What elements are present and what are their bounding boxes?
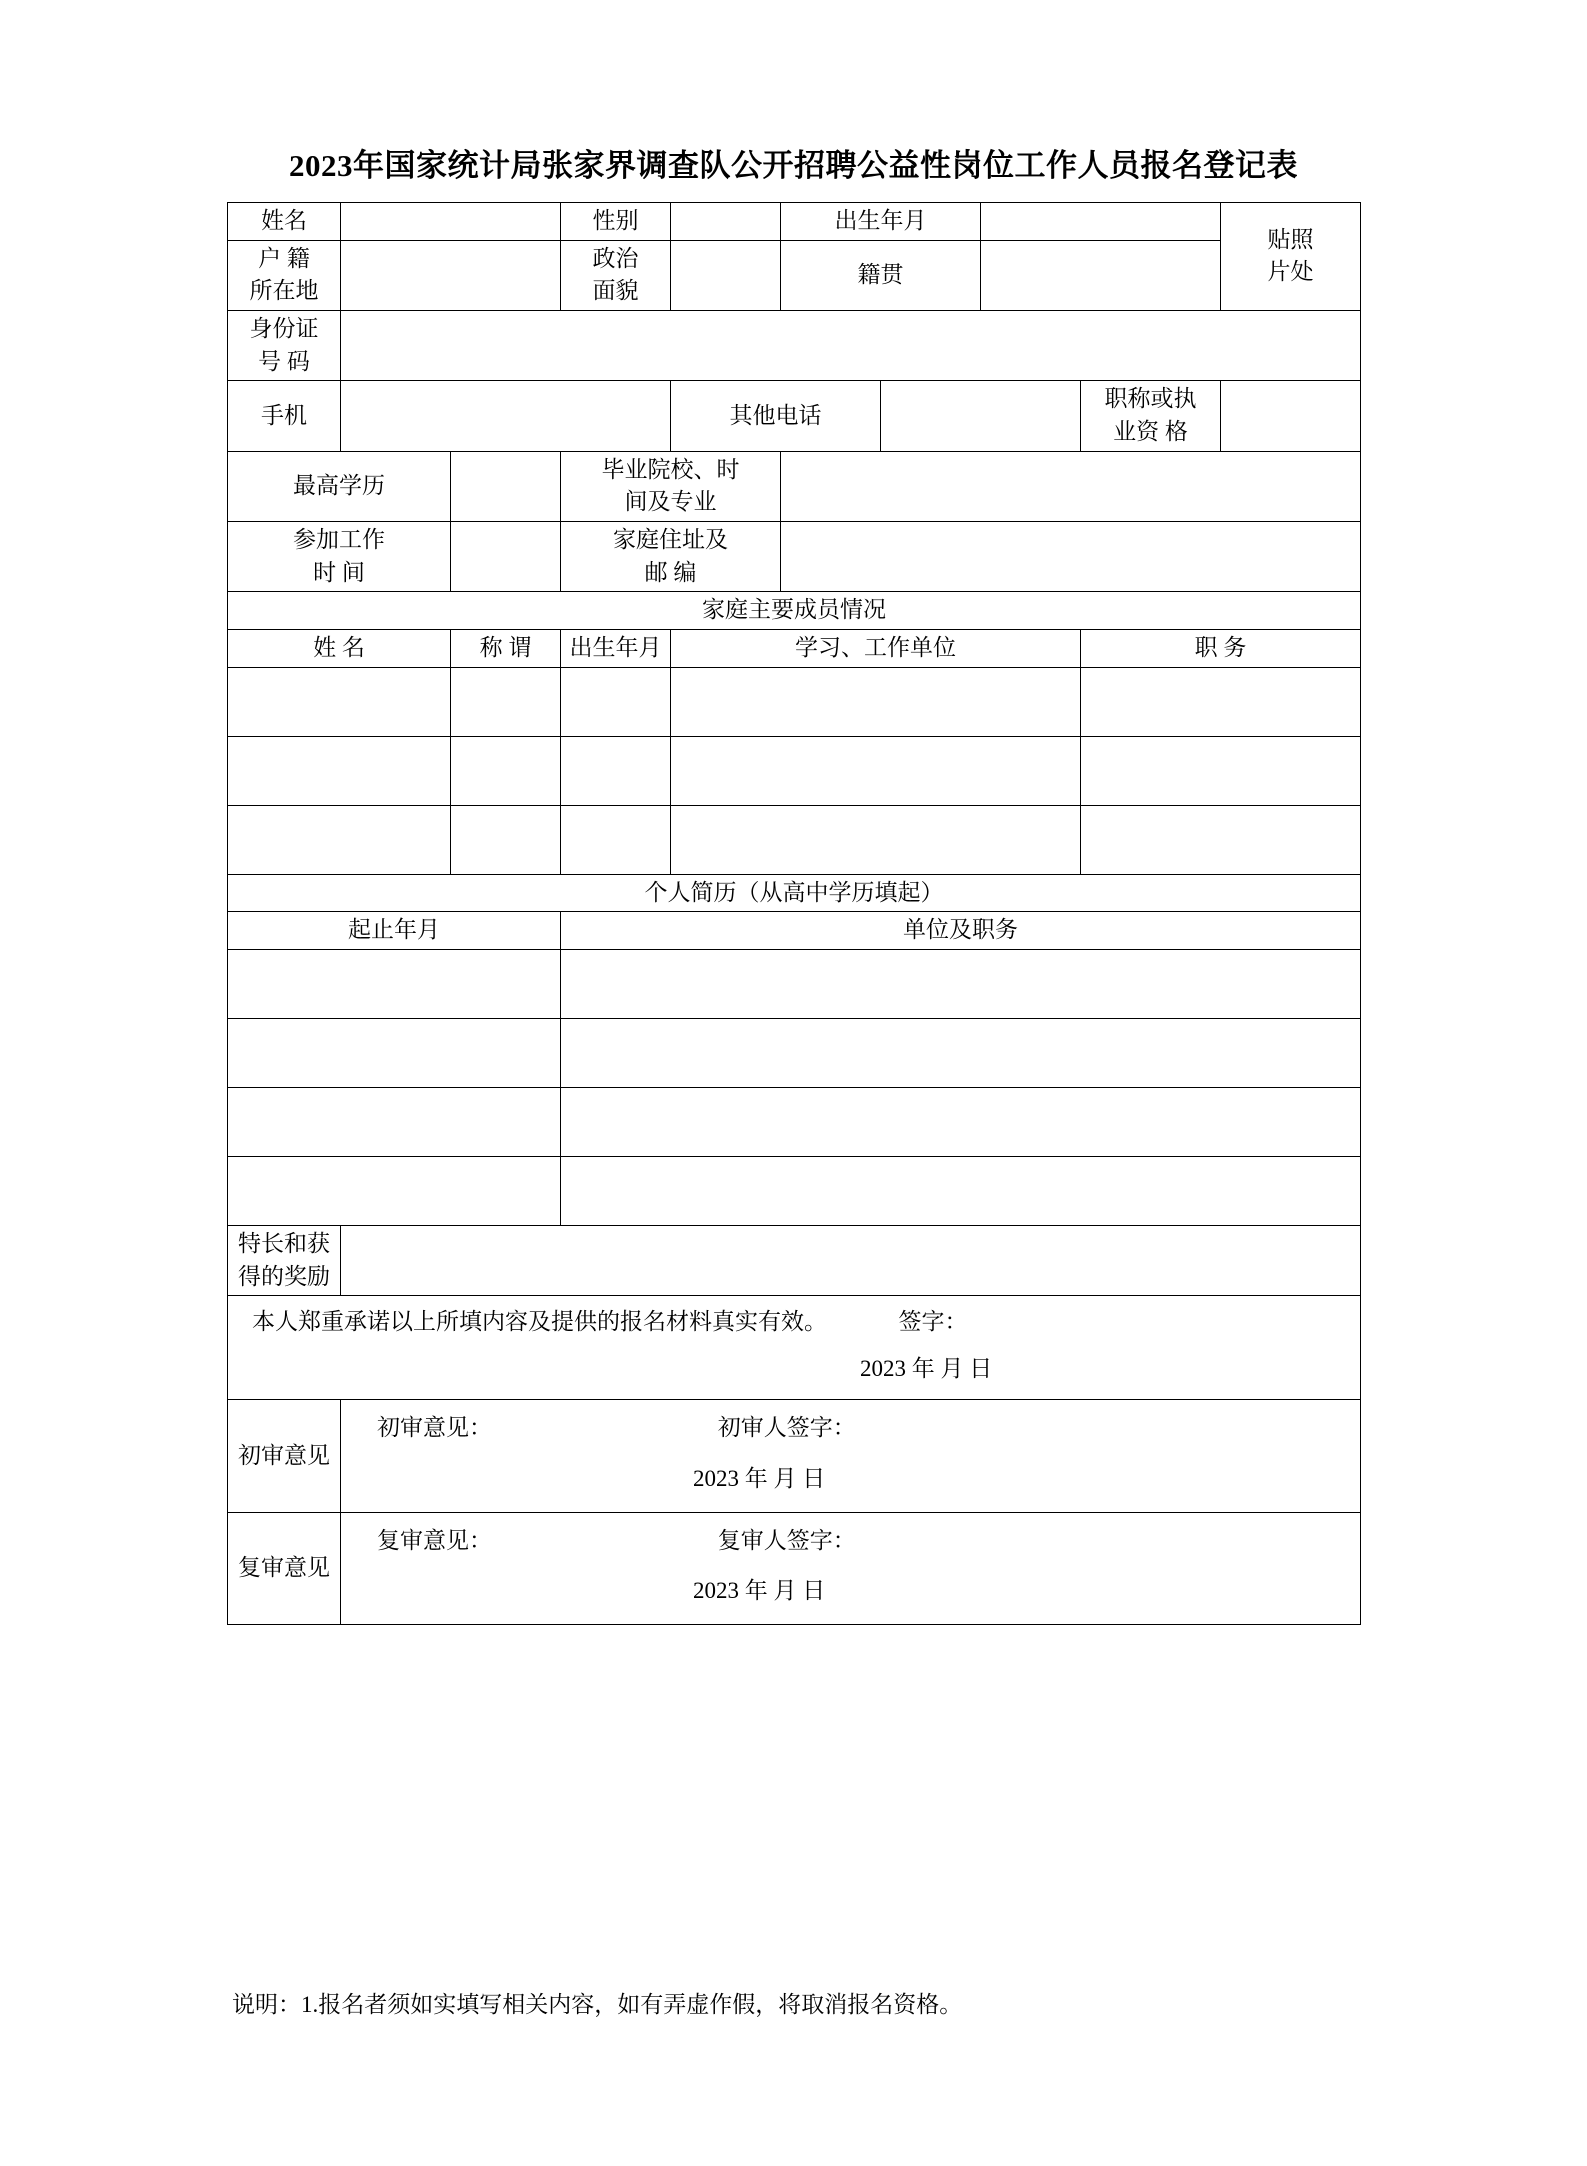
first-review-line1 xyxy=(353,1412,1348,1445)
field-name[interactable] xyxy=(341,203,561,241)
resume-cell-unit-position[interactable] xyxy=(561,1087,1361,1156)
table-row-household xyxy=(228,240,1361,310)
family-header-relation: 称 谓 xyxy=(451,629,561,667)
table-row-awards xyxy=(228,1225,1361,1295)
family-header-birth: 出生年月 xyxy=(561,629,671,667)
table-row xyxy=(228,1087,1361,1156)
table-row-work-address xyxy=(228,521,1361,591)
resume-cell-period[interactable] xyxy=(228,1087,561,1156)
field-highest-education[interactable] xyxy=(451,451,561,521)
table-row-family-headers xyxy=(228,629,1361,667)
label-graduation xyxy=(561,451,781,521)
label-other-phone: 其他电话 xyxy=(671,381,881,451)
family-header-workplace: 学习、工作单位 xyxy=(671,629,1081,667)
label-awards xyxy=(228,1225,341,1295)
table-row-contact xyxy=(228,381,1361,451)
first-review-date: 2023 年 月 日 xyxy=(693,1466,826,1492)
family-cell-relation[interactable] xyxy=(451,667,561,736)
label-household-line2: 所在地 xyxy=(249,278,319,304)
family-cell-relation[interactable] xyxy=(451,736,561,805)
label-home-address xyxy=(561,521,781,591)
field-native-place[interactable] xyxy=(981,240,1221,310)
resume-section-title: 个人简历（从高中学历填起） xyxy=(228,874,1361,912)
family-header-position: 职 务 xyxy=(1081,629,1361,667)
second-review-line1 xyxy=(353,1525,1348,1558)
family-cell-name[interactable] xyxy=(228,805,451,874)
commitment-text-wrap xyxy=(240,1306,1348,1339)
photo-label-line2: 片处 xyxy=(1267,259,1314,285)
family-header-name: 姓 名 xyxy=(228,629,451,667)
field-gender[interactable] xyxy=(671,203,781,241)
family-section-title: 家庭主要成员情况 xyxy=(228,592,1361,630)
label-id-number xyxy=(228,310,341,380)
label-household-line1: 户 籍 xyxy=(258,245,310,271)
table-row-commitment xyxy=(228,1296,1361,1400)
family-cell-birth[interactable] xyxy=(561,805,671,874)
second-review-cell xyxy=(341,1512,1361,1624)
first-review-signature-label: 初审人签字： xyxy=(717,1415,856,1441)
field-birth[interactable] xyxy=(981,203,1221,241)
table-row-id-number xyxy=(228,310,1361,380)
label-graduation-line2: 间及专业 xyxy=(624,489,717,515)
label-first-review: 初审意见 xyxy=(228,1400,341,1512)
table-row-first-review xyxy=(228,1400,1361,1512)
label-political xyxy=(561,240,671,310)
family-cell-position[interactable] xyxy=(1081,736,1361,805)
label-political-line1: 政治 xyxy=(592,245,639,271)
label-gender: 性别 xyxy=(561,203,671,241)
field-home-address[interactable] xyxy=(781,521,1361,591)
label-title-qual-line1: 职称或执 xyxy=(1104,386,1197,412)
label-title-qual-line2: 业资 格 xyxy=(1113,418,1188,444)
family-cell-position[interactable] xyxy=(1081,667,1361,736)
field-household[interactable] xyxy=(341,240,561,310)
table-row-resume-headers xyxy=(228,912,1361,950)
second-review-date: 2023 年 月 日 xyxy=(693,1578,826,1604)
family-cell-workplace[interactable] xyxy=(671,667,1081,736)
first-review-opinion-label: 初审意见： xyxy=(377,1415,492,1441)
label-home-address-line2: 邮 编 xyxy=(644,559,697,585)
field-work-start[interactable] xyxy=(451,521,561,591)
label-household xyxy=(228,240,341,310)
table-row-resume-section xyxy=(228,874,1361,912)
family-cell-birth[interactable] xyxy=(561,667,671,736)
table-row xyxy=(228,949,1361,1018)
resume-cell-period[interactable] xyxy=(228,1156,561,1225)
field-mobile[interactable] xyxy=(341,381,671,451)
commitment-cell xyxy=(228,1296,1361,1400)
label-second-review: 复审意见 xyxy=(228,1512,341,1624)
family-cell-relation[interactable] xyxy=(451,805,561,874)
label-id-number-line1: 身份证 xyxy=(249,315,319,341)
table-row-education xyxy=(228,451,1361,521)
family-cell-workplace[interactable] xyxy=(671,805,1081,874)
field-title-qualification[interactable] xyxy=(1221,381,1361,451)
table-row-family-section xyxy=(228,592,1361,630)
resume-cell-unit-position[interactable] xyxy=(561,1018,1361,1087)
table-row xyxy=(228,1018,1361,1087)
resume-cell-unit-position[interactable] xyxy=(561,1156,1361,1225)
label-id-number-line2: 号 码 xyxy=(258,348,310,374)
label-work-start-line2: 时 间 xyxy=(313,559,365,585)
resume-cell-period[interactable] xyxy=(228,949,561,1018)
label-mobile: 手机 xyxy=(228,381,341,451)
form-note: 说明：1.报名者须如实填写相关内容，如有弄虚作假，将取消报名资格。 xyxy=(232,1992,963,2017)
table-row-name xyxy=(228,203,1361,241)
family-cell-position[interactable] xyxy=(1081,805,1361,874)
resume-header-unit-position: 单位及职务 xyxy=(561,912,1361,950)
family-cell-name[interactable] xyxy=(228,736,451,805)
resume-header-period: 起止年月 xyxy=(228,912,561,950)
resume-cell-unit-position[interactable] xyxy=(561,949,1361,1018)
second-review-opinion-label: 复审意见： xyxy=(377,1527,492,1553)
label-awards-line2: 得的奖励 xyxy=(238,1263,330,1289)
label-native-place: 籍贯 xyxy=(781,240,981,310)
field-political[interactable] xyxy=(671,240,781,310)
photo-area[interactable] xyxy=(1221,203,1361,311)
field-awards[interactable] xyxy=(341,1225,1361,1295)
table-row xyxy=(228,667,1361,736)
label-title-qualification xyxy=(1081,381,1221,451)
family-cell-workplace[interactable] xyxy=(671,736,1081,805)
label-birth: 出生年月 xyxy=(781,203,981,241)
field-other-phone[interactable] xyxy=(881,381,1081,451)
photo-label-line1: 贴照 xyxy=(1267,226,1314,252)
registration-form-table xyxy=(227,202,1361,1625)
table-row xyxy=(228,805,1361,874)
family-cell-birth[interactable] xyxy=(561,736,671,805)
label-awards-line1: 特长和获 xyxy=(238,1230,330,1256)
label-work-start xyxy=(228,521,451,591)
table-row xyxy=(228,1156,1361,1225)
table-row xyxy=(228,736,1361,805)
page-title: 2023年国家统计局张家界调查队公开招聘公益性岗位工作人员报名登记表 xyxy=(289,148,1298,183)
second-review-signature-label: 复审人签字： xyxy=(717,1527,856,1553)
field-graduation[interactable] xyxy=(781,451,1361,521)
label-graduation-line1: 毕业院校、时 xyxy=(601,456,740,482)
label-work-start-line1: 参加工作 xyxy=(293,526,385,552)
family-cell-name[interactable] xyxy=(228,667,451,736)
commitment-date: 2023 年 月 日 xyxy=(860,1355,993,1381)
field-id-number[interactable] xyxy=(341,310,1361,380)
commitment-text: 本人郑重承诺以上所填内容及提供的报名材料真实有效。 xyxy=(252,1309,827,1335)
label-political-line2: 面貌 xyxy=(592,278,639,304)
commitment-signature-label: 签字： xyxy=(898,1309,968,1335)
label-name: 姓名 xyxy=(228,203,341,241)
label-highest-education: 最高学历 xyxy=(228,451,451,521)
resume-cell-period[interactable] xyxy=(228,1018,561,1087)
table-row-second-review xyxy=(228,1512,1361,1624)
label-home-address-line1: 家庭住址及 xyxy=(613,526,728,552)
first-review-cell xyxy=(341,1400,1361,1512)
